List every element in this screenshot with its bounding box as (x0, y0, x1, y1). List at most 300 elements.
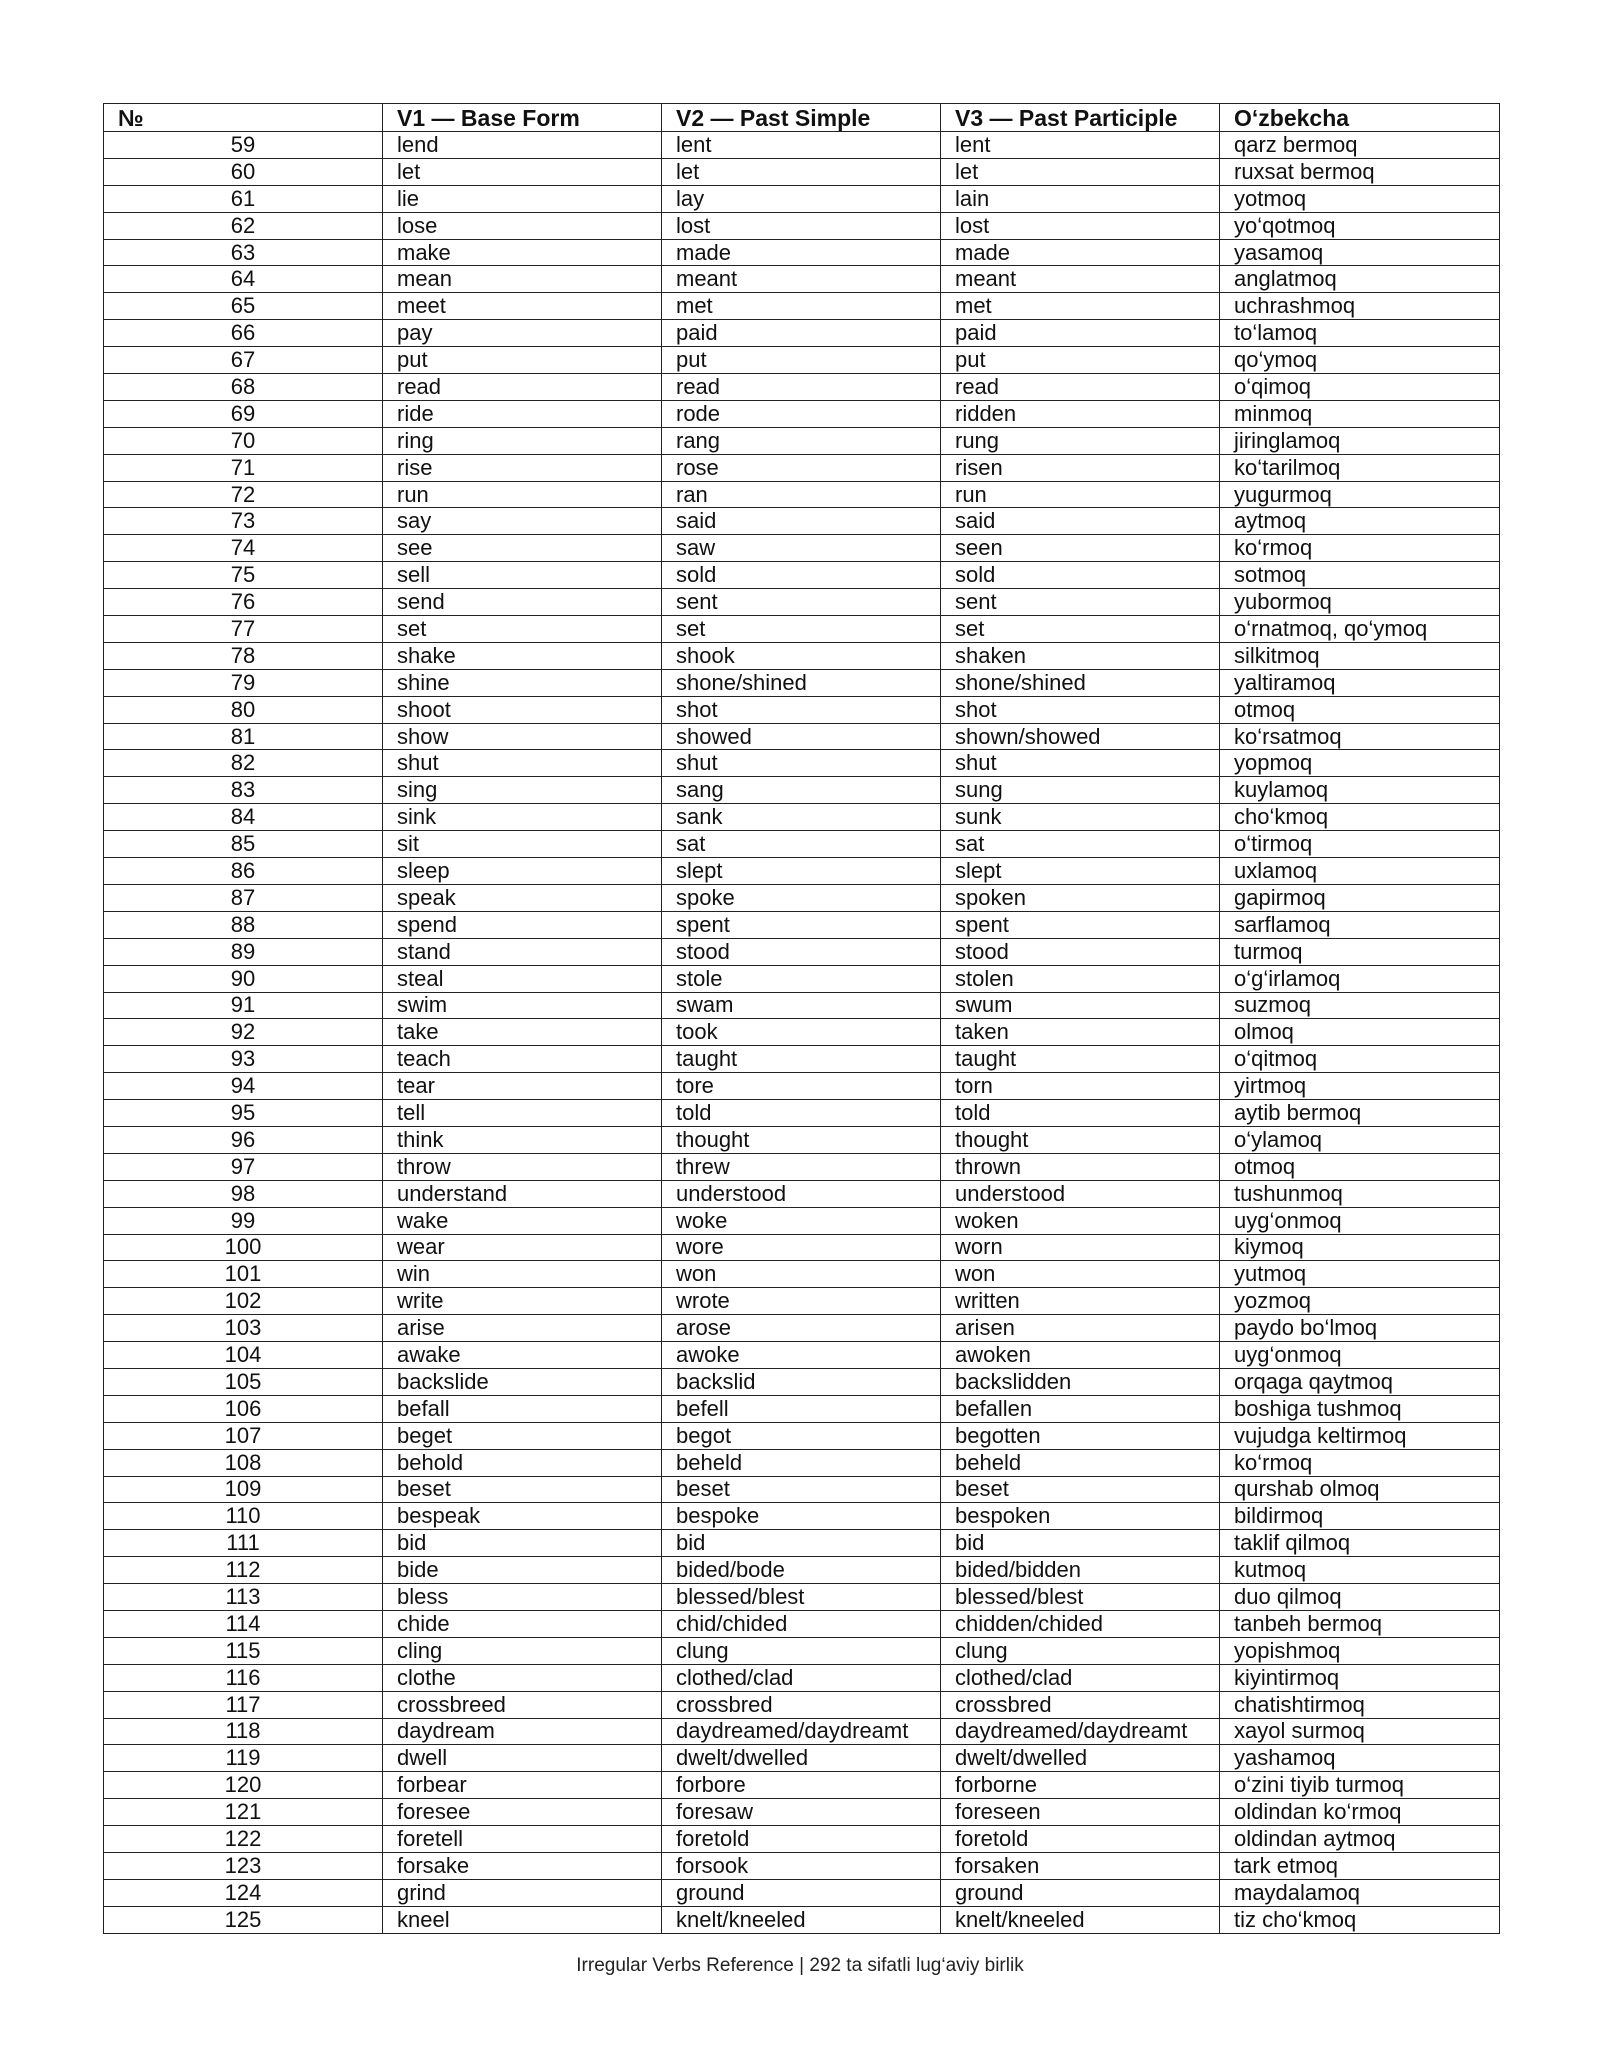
cell-row-number: 77 (104, 616, 383, 643)
table-row (104, 750, 1500, 777)
table-row (104, 400, 1500, 427)
table-row (104, 1906, 1500, 1933)
cell-past-participle: let (941, 158, 1220, 185)
cell-past-simple: awoke (662, 1342, 941, 1369)
cell-uzbek-translation: maydalamoq (1220, 1879, 1500, 1906)
cell-past-simple: sang (662, 777, 941, 804)
cell-past-participle: made (941, 239, 1220, 266)
cell-base-form: run (383, 481, 662, 508)
cell-uzbek-translation: ko‘rsatmoq (1220, 723, 1500, 750)
cell-row-number: 80 (104, 696, 383, 723)
cell-past-participle: ground (941, 1879, 1220, 1906)
cell-past-participle: shone/shined (941, 669, 1220, 696)
cell-past-simple: understood (662, 1180, 941, 1207)
cell-uzbek-translation: gapirmoq (1220, 884, 1500, 911)
cell-base-form: mean (383, 266, 662, 293)
cell-past-participle: thrown (941, 1153, 1220, 1180)
cell-past-simple: beheld (662, 1449, 941, 1476)
table-row (104, 1557, 1500, 1584)
table-row (104, 1126, 1500, 1153)
cell-uzbek-translation: otmoq (1220, 1153, 1500, 1180)
cell-uzbek-translation: chatishtirmoq (1220, 1691, 1500, 1718)
cell-base-form: arise (383, 1315, 662, 1342)
cell-past-participle: read (941, 374, 1220, 401)
cell-past-simple: lent (662, 132, 941, 159)
cell-row-number: 119 (104, 1745, 383, 1772)
cell-past-participle: meant (941, 266, 1220, 293)
cell-past-participle: begotten (941, 1422, 1220, 1449)
cell-row-number: 60 (104, 158, 383, 185)
table-row (104, 1368, 1500, 1395)
table-row (104, 266, 1500, 293)
cell-base-form: put (383, 347, 662, 374)
table-row (104, 1046, 1500, 1073)
cell-past-simple: crossbred (662, 1691, 941, 1718)
cell-row-number: 102 (104, 1288, 383, 1315)
cell-row-number: 74 (104, 535, 383, 562)
cell-past-participle: seen (941, 535, 1220, 562)
cell-past-participle: set (941, 616, 1220, 643)
cell-row-number: 67 (104, 347, 383, 374)
cell-base-form: rise (383, 454, 662, 481)
cell-past-participle: written (941, 1288, 1220, 1315)
cell-row-number: 65 (104, 293, 383, 320)
cell-past-participle: slept (941, 858, 1220, 885)
cell-base-form: show (383, 723, 662, 750)
cell-past-simple: wrote (662, 1288, 941, 1315)
cell-uzbek-translation: yo‘qotmoq (1220, 212, 1500, 239)
cell-past-simple: clung (662, 1637, 941, 1664)
cell-past-simple: showed (662, 723, 941, 750)
cell-uzbek-translation: yopmoq (1220, 750, 1500, 777)
cell-base-form: shake (383, 642, 662, 669)
cell-base-form: forsake (383, 1853, 662, 1880)
cell-uzbek-translation: kiyintirmoq (1220, 1664, 1500, 1691)
cell-base-form: shine (383, 669, 662, 696)
cell-past-participle: worn (941, 1234, 1220, 1261)
cell-past-simple: rose (662, 454, 941, 481)
cell-past-simple: ran (662, 481, 941, 508)
cell-uzbek-translation: yotmoq (1220, 185, 1500, 212)
cell-base-form: sink (383, 804, 662, 831)
cell-row-number: 62 (104, 212, 383, 239)
cell-base-form: beset (383, 1476, 662, 1503)
cell-row-number: 89 (104, 938, 383, 965)
cell-uzbek-translation: silkitmoq (1220, 642, 1500, 669)
table-row (104, 1718, 1500, 1745)
cell-uzbek-translation: uchrashmoq (1220, 293, 1500, 320)
table-row (104, 965, 1500, 992)
table-row (104, 1772, 1500, 1799)
cell-past-simple: let (662, 158, 941, 185)
table-row (104, 1395, 1500, 1422)
cell-base-form: wear (383, 1234, 662, 1261)
table-row (104, 347, 1500, 374)
cell-past-simple: befell (662, 1395, 941, 1422)
table-row (104, 293, 1500, 320)
cell-base-form: bid (383, 1530, 662, 1557)
cell-row-number: 115 (104, 1637, 383, 1664)
cell-past-simple: bid (662, 1530, 941, 1557)
cell-past-participle: lost (941, 212, 1220, 239)
cell-row-number: 114 (104, 1610, 383, 1637)
table-row (104, 1799, 1500, 1826)
cell-base-form: tear (383, 1073, 662, 1100)
cell-past-participle: understood (941, 1180, 1220, 1207)
cell-past-simple: lay (662, 185, 941, 212)
cell-uzbek-translation: yubormoq (1220, 589, 1500, 616)
cell-past-participle: clothed/clad (941, 1664, 1220, 1691)
cell-base-form: beget (383, 1422, 662, 1449)
cell-past-simple: sat (662, 831, 941, 858)
cell-past-participle: shown/showed (941, 723, 1220, 750)
cell-past-simple: clothed/clad (662, 1664, 941, 1691)
table-row (104, 831, 1500, 858)
table-row (104, 562, 1500, 589)
cell-base-form: cling (383, 1637, 662, 1664)
cell-row-number: 121 (104, 1799, 383, 1826)
cell-past-participle: chidden/chided (941, 1610, 1220, 1637)
cell-base-form: teach (383, 1046, 662, 1073)
cell-past-participle: bided/bidden (941, 1557, 1220, 1584)
cell-past-simple: won (662, 1261, 941, 1288)
cell-uzbek-translation: kuylamoq (1220, 777, 1500, 804)
cell-base-form: set (383, 616, 662, 643)
table-row (104, 1879, 1500, 1906)
cell-base-form: crossbreed (383, 1691, 662, 1718)
cell-base-form: sing (383, 777, 662, 804)
table-row (104, 320, 1500, 347)
cell-uzbek-translation: o‘ylamoq (1220, 1126, 1500, 1153)
cell-row-number: 81 (104, 723, 383, 750)
cell-uzbek-translation: ruxsat bermoq (1220, 158, 1500, 185)
cell-base-form: pay (383, 320, 662, 347)
cell-uzbek-translation: anglatmoq (1220, 266, 1500, 293)
table-row (104, 616, 1500, 643)
cell-past-participle: foreseen (941, 1799, 1220, 1826)
irregular-verbs-table (103, 103, 1500, 1934)
cell-uzbek-translation: yopishmoq (1220, 1637, 1500, 1664)
table-row (104, 212, 1500, 239)
cell-uzbek-translation: yashamoq (1220, 1745, 1500, 1772)
cell-row-number: 107 (104, 1422, 383, 1449)
cell-base-form: ride (383, 400, 662, 427)
cell-past-participle: sunk (941, 804, 1220, 831)
cell-base-form: make (383, 239, 662, 266)
cell-row-number: 113 (104, 1584, 383, 1611)
table-row (104, 1853, 1500, 1880)
cell-base-form: behold (383, 1449, 662, 1476)
table-row (104, 858, 1500, 885)
cell-uzbek-translation: yozmoq (1220, 1288, 1500, 1315)
cell-past-participle: sung (941, 777, 1220, 804)
cell-base-form: awake (383, 1342, 662, 1369)
cell-past-simple: tore (662, 1073, 941, 1100)
table-row (104, 185, 1500, 212)
cell-uzbek-translation: o‘tirmoq (1220, 831, 1500, 858)
cell-uzbek-translation: kutmoq (1220, 1557, 1500, 1584)
cell-base-form: let (383, 158, 662, 185)
cell-uzbek-translation: qarz bermoq (1220, 132, 1500, 159)
cell-past-participle: befallen (941, 1395, 1220, 1422)
cell-base-form: speak (383, 884, 662, 911)
table-row (104, 911, 1500, 938)
cell-past-simple: dwelt/dwelled (662, 1745, 941, 1772)
cell-row-number: 104 (104, 1342, 383, 1369)
table-row (104, 508, 1500, 535)
cell-past-simple: swam (662, 992, 941, 1019)
cell-past-participle: ridden (941, 400, 1220, 427)
cell-row-number: 110 (104, 1503, 383, 1530)
cell-row-number: 78 (104, 642, 383, 669)
cell-uzbek-translation: o‘zini tiyib turmoq (1220, 1772, 1500, 1799)
page-footer: Irregular Verbs Reference | 292 ta sifatli lug‘aviy birlik (576, 1955, 1024, 1976)
cell-base-form: meet (383, 293, 662, 320)
cell-uzbek-translation: uyg‘onmoq (1220, 1207, 1500, 1234)
cell-uzbek-translation: vujudga keltirmoq (1220, 1422, 1500, 1449)
table-row (104, 454, 1500, 481)
cell-past-participle: won (941, 1261, 1220, 1288)
cell-past-participle: woken (941, 1207, 1220, 1234)
table-row (104, 535, 1500, 562)
cell-row-number: 73 (104, 508, 383, 535)
cell-past-simple: set (662, 616, 941, 643)
header-past-simple: V2 — Past Simple (662, 104, 941, 132)
cell-base-form: befall (383, 1395, 662, 1422)
cell-base-form: bide (383, 1557, 662, 1584)
cell-base-form: win (383, 1261, 662, 1288)
cell-past-simple: paid (662, 320, 941, 347)
cell-uzbek-translation: boshiga tushmoq (1220, 1395, 1500, 1422)
cell-past-participle: sold (941, 562, 1220, 589)
cell-past-simple: meant (662, 266, 941, 293)
cell-past-participle: lain (941, 185, 1220, 212)
cell-past-simple: rode (662, 400, 941, 427)
cell-base-form: forbear (383, 1772, 662, 1799)
cell-uzbek-translation: bildirmoq (1220, 1503, 1500, 1530)
cell-past-simple: beset (662, 1476, 941, 1503)
cell-uzbek-translation: yirtmoq (1220, 1073, 1500, 1100)
cell-past-simple: begot (662, 1422, 941, 1449)
cell-past-participle: backslidden (941, 1368, 1220, 1395)
cell-base-form: backslide (383, 1368, 662, 1395)
cell-row-number: 84 (104, 804, 383, 831)
cell-uzbek-translation: oldindan aytmoq (1220, 1826, 1500, 1853)
cell-past-simple: saw (662, 535, 941, 562)
table-row (104, 669, 1500, 696)
cell-uzbek-translation: suzmoq (1220, 992, 1500, 1019)
table-row (104, 1530, 1500, 1557)
cell-past-participle: dwelt/dwelled (941, 1745, 1220, 1772)
cell-row-number: 63 (104, 239, 383, 266)
table-body (104, 132, 1500, 1934)
cell-base-form: shoot (383, 696, 662, 723)
cell-past-simple: foretold (662, 1826, 941, 1853)
cell-row-number: 90 (104, 965, 383, 992)
table-row (104, 884, 1500, 911)
cell-past-participle: met (941, 293, 1220, 320)
cell-row-number: 95 (104, 1100, 383, 1127)
cell-past-simple: forsook (662, 1853, 941, 1880)
cell-past-simple: took (662, 1019, 941, 1046)
cell-past-participle: said (941, 508, 1220, 535)
cell-past-participle: forsaken (941, 1853, 1220, 1880)
table-row (104, 1610, 1500, 1637)
table-row (104, 1664, 1500, 1691)
cell-base-form: spend (383, 911, 662, 938)
cell-past-simple: bided/bode (662, 1557, 941, 1584)
cell-past-participle: arisen (941, 1315, 1220, 1342)
cell-row-number: 98 (104, 1180, 383, 1207)
cell-past-simple: shot (662, 696, 941, 723)
table-row (104, 804, 1500, 831)
cell-past-participle: taught (941, 1046, 1220, 1073)
cell-uzbek-translation: cho‘kmoq (1220, 804, 1500, 831)
table-row (104, 1234, 1500, 1261)
cell-past-participle: spoken (941, 884, 1220, 911)
cell-past-participle: blessed/blest (941, 1584, 1220, 1611)
cell-base-form: chide (383, 1610, 662, 1637)
cell-row-number: 64 (104, 266, 383, 293)
cell-past-participle: lent (941, 132, 1220, 159)
cell-past-participle: beset (941, 1476, 1220, 1503)
cell-row-number: 94 (104, 1073, 383, 1100)
cell-uzbek-translation: paydo bo‘lmoq (1220, 1315, 1500, 1342)
cell-past-participle: awoken (941, 1342, 1220, 1369)
table-row (104, 1153, 1500, 1180)
cell-row-number: 106 (104, 1395, 383, 1422)
cell-past-simple: shook (662, 642, 941, 669)
cell-past-participle: shaken (941, 642, 1220, 669)
cell-uzbek-translation: orqaga qaytmoq (1220, 1368, 1500, 1395)
cell-uzbek-translation: minmoq (1220, 400, 1500, 427)
table-row (104, 481, 1500, 508)
cell-uzbek-translation: o‘rnatmoq, qo‘ymoq (1220, 616, 1500, 643)
cell-past-simple: read (662, 374, 941, 401)
cell-past-simple: bespoke (662, 1503, 941, 1530)
table-row (104, 1584, 1500, 1611)
cell-past-simple: chid/chided (662, 1610, 941, 1637)
table-row (104, 427, 1500, 454)
cell-past-simple: blessed/blest (662, 1584, 941, 1611)
table-row (104, 1207, 1500, 1234)
cell-row-number: 117 (104, 1691, 383, 1718)
cell-uzbek-translation: sarflamoq (1220, 911, 1500, 938)
cell-row-number: 91 (104, 992, 383, 1019)
cell-row-number: 97 (104, 1153, 383, 1180)
cell-uzbek-translation: turmoq (1220, 938, 1500, 965)
cell-uzbek-translation: tiz cho‘kmoq (1220, 1906, 1500, 1933)
cell-past-participle: spent (941, 911, 1220, 938)
cell-base-form: take (383, 1019, 662, 1046)
cell-row-number: 101 (104, 1261, 383, 1288)
cell-past-simple: thought (662, 1126, 941, 1153)
cell-row-number: 85 (104, 831, 383, 858)
cell-uzbek-translation: xayol surmoq (1220, 1718, 1500, 1745)
cell-uzbek-translation: oldindan ko‘rmoq (1220, 1799, 1500, 1826)
cell-base-form: think (383, 1126, 662, 1153)
cell-uzbek-translation: uxlamoq (1220, 858, 1500, 885)
cell-past-participle: sent (941, 589, 1220, 616)
cell-uzbek-translation: uyg‘onmoq (1220, 1342, 1500, 1369)
cell-past-simple: ground (662, 1879, 941, 1906)
document-page (103, 103, 1499, 1934)
cell-base-form: lend (383, 132, 662, 159)
table-header-row (104, 104, 1500, 132)
cell-past-simple: daydreamed/daydreamt (662, 1718, 941, 1745)
cell-past-participle: sat (941, 831, 1220, 858)
cell-base-form: dwell (383, 1745, 662, 1772)
cell-uzbek-translation: yasamoq (1220, 239, 1500, 266)
cell-past-participle: run (941, 481, 1220, 508)
cell-base-form: throw (383, 1153, 662, 1180)
cell-past-simple: said (662, 508, 941, 535)
cell-past-simple: spoke (662, 884, 941, 911)
cell-row-number: 61 (104, 185, 383, 212)
cell-past-participle: thought (941, 1126, 1220, 1153)
cell-past-simple: backslid (662, 1368, 941, 1395)
cell-base-form: lie (383, 185, 662, 212)
cell-base-form: lose (383, 212, 662, 239)
table-row (104, 589, 1500, 616)
cell-row-number: 71 (104, 454, 383, 481)
cell-uzbek-translation: aytib bermoq (1220, 1100, 1500, 1127)
cell-past-simple: sent (662, 589, 941, 616)
cell-past-simple: lost (662, 212, 941, 239)
cell-past-simple: wore (662, 1234, 941, 1261)
cell-past-participle: rung (941, 427, 1220, 454)
cell-row-number: 75 (104, 562, 383, 589)
cell-row-number: 86 (104, 858, 383, 885)
cell-row-number: 124 (104, 1879, 383, 1906)
cell-base-form: sit (383, 831, 662, 858)
table-row (104, 938, 1500, 965)
cell-base-form: foretell (383, 1826, 662, 1853)
table-row (104, 1019, 1500, 1046)
cell-row-number: 66 (104, 320, 383, 347)
cell-past-participle: forborne (941, 1772, 1220, 1799)
cell-uzbek-translation: qurshab olmoq (1220, 1476, 1500, 1503)
cell-uzbek-translation: o‘qimoq (1220, 374, 1500, 401)
cell-base-form: clothe (383, 1664, 662, 1691)
cell-past-simple: spent (662, 911, 941, 938)
cell-past-participle: put (941, 347, 1220, 374)
cell-row-number: 76 (104, 589, 383, 616)
cell-past-simple: foresaw (662, 1799, 941, 1826)
cell-past-simple: told (662, 1100, 941, 1127)
cell-uzbek-translation: aytmoq (1220, 508, 1500, 535)
cell-base-form: grind (383, 1879, 662, 1906)
cell-row-number: 123 (104, 1853, 383, 1880)
cell-uzbek-translation: jiringlamoq (1220, 427, 1500, 454)
cell-row-number: 79 (104, 669, 383, 696)
cell-past-participle: stood (941, 938, 1220, 965)
table-row (104, 992, 1500, 1019)
table-row (104, 1691, 1500, 1718)
cell-row-number: 125 (104, 1906, 383, 1933)
cell-row-number: 82 (104, 750, 383, 777)
cell-uzbek-translation: taklif qilmoq (1220, 1530, 1500, 1557)
cell-past-simple: stole (662, 965, 941, 992)
cell-past-participle: swum (941, 992, 1220, 1019)
cell-uzbek-translation: ko‘rmoq (1220, 1449, 1500, 1476)
cell-past-participle: shut (941, 750, 1220, 777)
cell-base-form: sleep (383, 858, 662, 885)
cell-past-participle: paid (941, 320, 1220, 347)
cell-uzbek-translation: ko‘rmoq (1220, 535, 1500, 562)
cell-past-participle: bid (941, 1530, 1220, 1557)
cell-row-number: 116 (104, 1664, 383, 1691)
